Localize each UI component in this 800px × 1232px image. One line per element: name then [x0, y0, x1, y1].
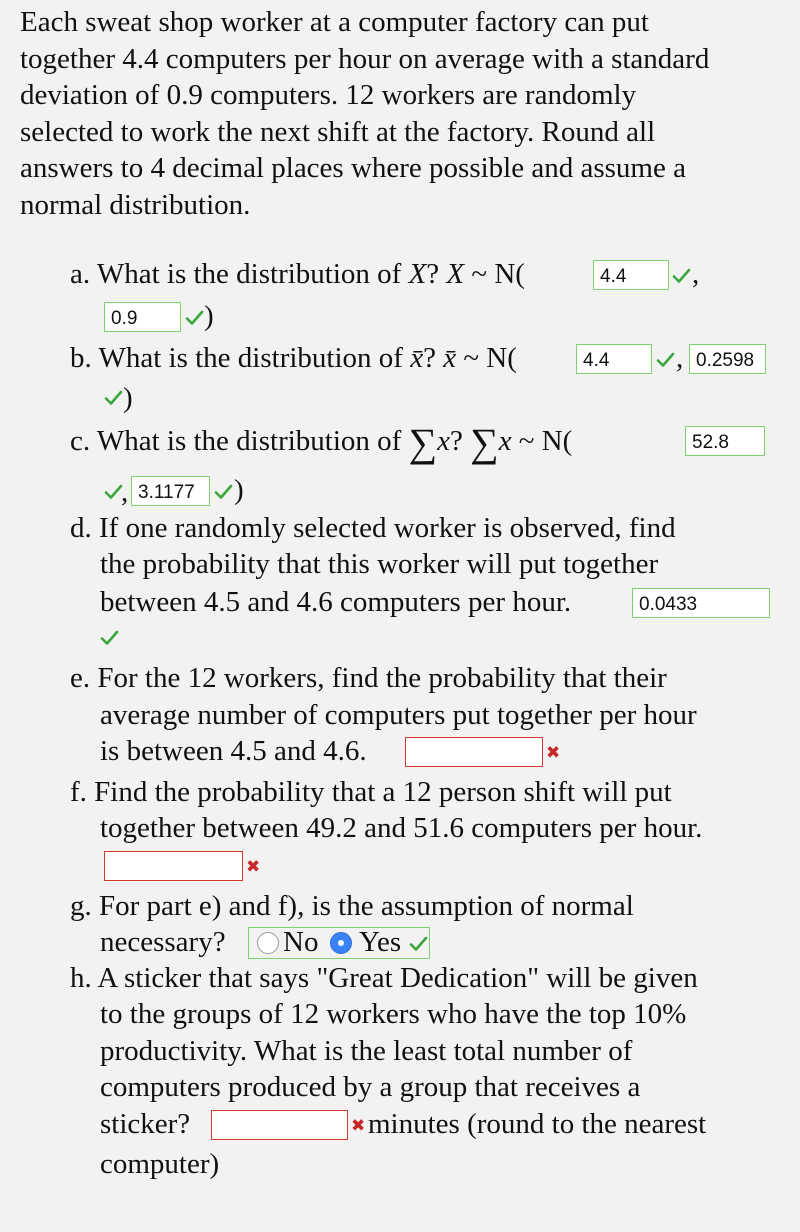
part-e-question-line: e. For the 12 workers, find the probability that their	[70, 662, 667, 694]
intro-line: normal distribution.	[20, 188, 251, 221]
part-e-question-line: is between 4.5 and 4.6.	[100, 735, 367, 767]
radio-yes-label: Yes	[359, 926, 402, 958]
var-X: X	[408, 258, 427, 290]
part-a-sd-input[interactable]: 0.9	[104, 302, 181, 332]
close-paren: )	[204, 300, 214, 332]
sigma-symbol: ∑	[470, 420, 499, 465]
radio-yes[interactable]	[330, 932, 352, 954]
part-b-mean-input[interactable]: 4.4	[576, 344, 652, 374]
intro-line: deviation of 0.9 computers. 12 workers are randomly	[20, 79, 637, 111]
intro-line: selected to work the next shift at the factory. Round all	[20, 115, 656, 148]
part-c-mean-input[interactable]: 52.8	[685, 426, 765, 456]
part-a-question: a. What is the distribution of X? X ~ N(	[70, 258, 525, 290]
part-h-question-line: productivity. What is the least total number of	[100, 1035, 633, 1067]
part-e-answer-input[interactable]	[405, 737, 543, 767]
part-d-question-line: between 4.5 and 4.6 computers per hour.	[100, 586, 572, 618]
part-c-sd-input[interactable]: 3.1177	[131, 476, 210, 506]
part-b-question: b. What is the distribution of x̄? x̄ ~ N(	[70, 342, 517, 374]
part-c-question: c. What is the distribution of ∑x? ∑x ~ N(	[70, 420, 573, 465]
comma: ,	[121, 476, 129, 508]
intro-line: Each sweat shop worker at a computer factory can put	[20, 6, 649, 38]
correct-check-icon	[672, 268, 691, 284]
correct-check-icon	[185, 310, 204, 326]
radio-no-label: No	[283, 926, 319, 958]
problem-statement	[20, 4, 790, 223]
part-g-question-line: g. For part e) and f), is the assumption of normal	[70, 890, 634, 922]
part-d-answer-input[interactable]: 0.0433	[632, 588, 770, 618]
incorrect-x-icon: ✖	[546, 743, 561, 763]
intro-line: together 4.4 computers per hour on average with a standard	[20, 42, 710, 75]
intro-line: answers to 4 decimal places where possible and assume a	[20, 152, 686, 184]
part-a-mean-input[interactable]: 4.4	[593, 260, 669, 290]
var-xbar: x̄	[443, 342, 457, 374]
close-paren: )	[123, 382, 133, 414]
incorrect-x-icon: ✖	[246, 857, 261, 877]
comma: ,	[676, 342, 684, 374]
part-h-question-line: computer)	[100, 1148, 220, 1180]
var-xbar: x̄	[410, 342, 424, 374]
part-g-question-line: necessary?	[100, 926, 226, 958]
part-h-question-line: to the groups of 12 workers who have the top 10%	[100, 998, 687, 1030]
part-b-sd-input[interactable]: 0.2598	[689, 344, 766, 374]
part-e-question-line: average number of computers put together per hour	[100, 699, 697, 731]
correct-check-icon	[656, 352, 675, 368]
part-h-question-line: computers produced by a group that receives a	[100, 1071, 641, 1103]
correct-check-icon	[214, 484, 233, 500]
var-X: X	[446, 258, 465, 290]
radio-no[interactable]	[257, 932, 279, 954]
close-paren: )	[234, 474, 244, 506]
part-d-question-line: d. If one randomly selected worker is observed, find	[70, 512, 676, 544]
part-f-question-line: together between 49.2 and 51.6 computers per hour.	[100, 812, 703, 844]
part-f-question-line: f. Find the probability that a 12 person shift will put	[70, 776, 672, 808]
part-f-answer-input[interactable]	[104, 851, 243, 881]
part-h-question-line: h. A sticker that says "Great Dedication" will be given	[70, 962, 698, 994]
correct-check-icon	[409, 936, 428, 952]
part-h-question-line: sticker?	[100, 1108, 191, 1140]
correct-check-icon	[104, 390, 123, 406]
part-d-question-line: the probability that this worker will put together	[100, 548, 659, 580]
correct-check-icon	[100, 630, 119, 646]
incorrect-x-icon: ✖	[351, 1116, 366, 1136]
comma: ,	[692, 258, 700, 290]
part-h-answer-input[interactable]	[211, 1110, 348, 1140]
sigma-symbol: ∑	[408, 420, 438, 465]
part-h-units-text: minutes (round to the nearest	[368, 1108, 707, 1140]
